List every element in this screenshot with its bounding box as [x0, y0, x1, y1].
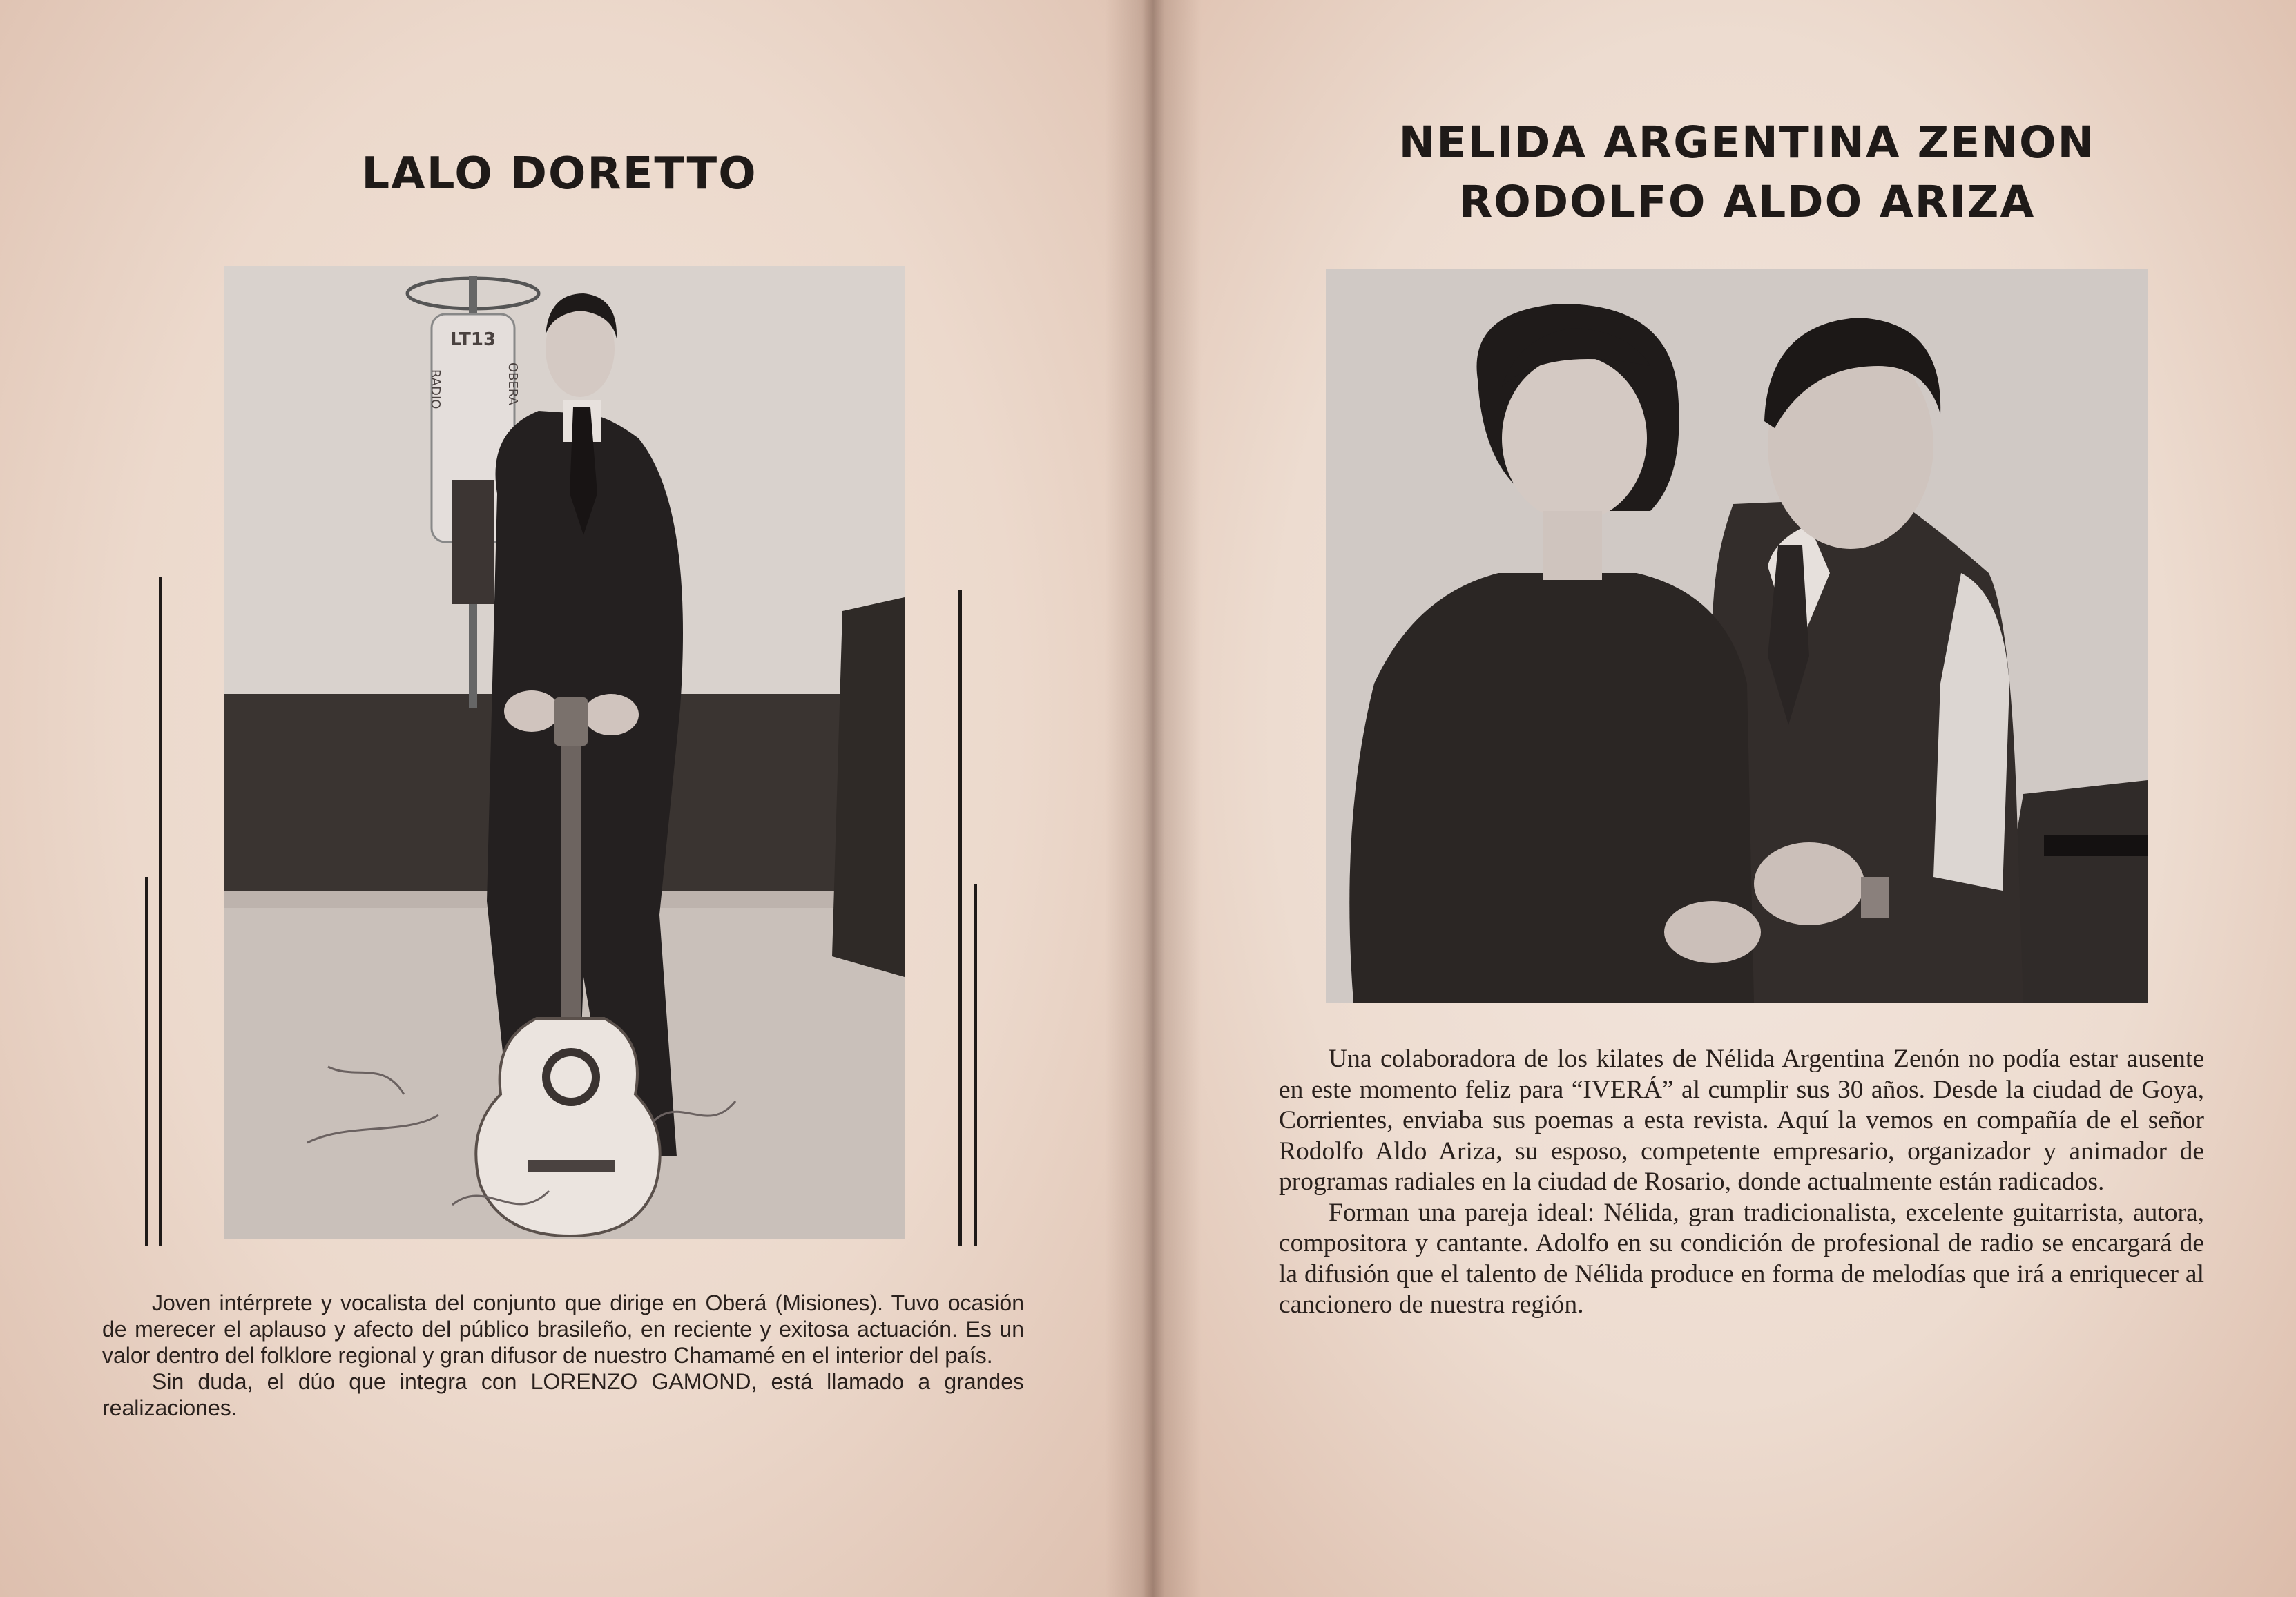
left-page-title: LALO DORETTO — [361, 148, 758, 200]
left-inner-rule-b — [974, 884, 977, 1246]
right-paragraph-2: Forman una pareja ideal: Nélida, gran tradicionalista, excelente guitarrista, autora, compositora y cantante. Adolfo en su condición de profesional de radio se encargará de la difusión que el talento de Nélida produce en forma de melodías que irá a enriquecer al cancionero de nuestra región. — [1279, 1198, 2204, 1319]
left-page — [0, 0, 1145, 1597]
lalo-doretto-photo-image — [224, 266, 905, 1239]
left-page-body — [102, 1290, 1024, 1421]
couple-photo — [1326, 269, 2148, 1003]
microphone-right-text: OBERA — [505, 362, 520, 405]
left-outer-rule-a — [159, 577, 162, 1246]
microphone-left-text: RADIO — [428, 369, 443, 409]
right-page-title-line2: RODOLFO ALDO ARIZA — [1458, 177, 2036, 227]
left-inner-rule-a — [958, 590, 962, 1246]
microphone-plate-text: LT13 — [450, 329, 496, 350]
right-page-body — [1279, 1044, 2204, 1321]
left-outer-rule-b — [145, 877, 148, 1246]
lalo-doretto-photo — [224, 266, 905, 1239]
right-paragraph-1: Una colaboradora de los kilates de Nélida Argentina Zenón no podía estar ausente en este momento feliz para “IVERÁ” al cumplir sus 30 años. Desde la ciudad de Goya, Corrientes, enviaba sus poemas a esta revista. Aquí la vemos en compañía de el señor Rodolfo Aldo Ariza, su esposo, competente empresario, organizador y animador de programas radiales en la ciudad de Rosario, donde actualmente están radicados. — [1279, 1045, 2204, 1196]
right-page-title-line1: NELIDA ARGENTINA ZENON — [1398, 117, 2096, 168]
couple-photo-image — [1326, 269, 2148, 1003]
left-paragraph-1: Joven intérprete y vocalista del conjunto que dirige en Oberá (Misiones). Tuvo ocasión de merecer el aplauso y afecto del público brasileño, en reciente y exitosa actuación. Es un valor dentro del folklore regional y gran difusor de nuestro Chamamé en el interior del país. — [102, 1290, 1024, 1368]
left-paragraph-2: Sin duda, el dúo que integra con LORENZO GAMOND, está llamado a grandes realizaciones. — [102, 1369, 1024, 1420]
